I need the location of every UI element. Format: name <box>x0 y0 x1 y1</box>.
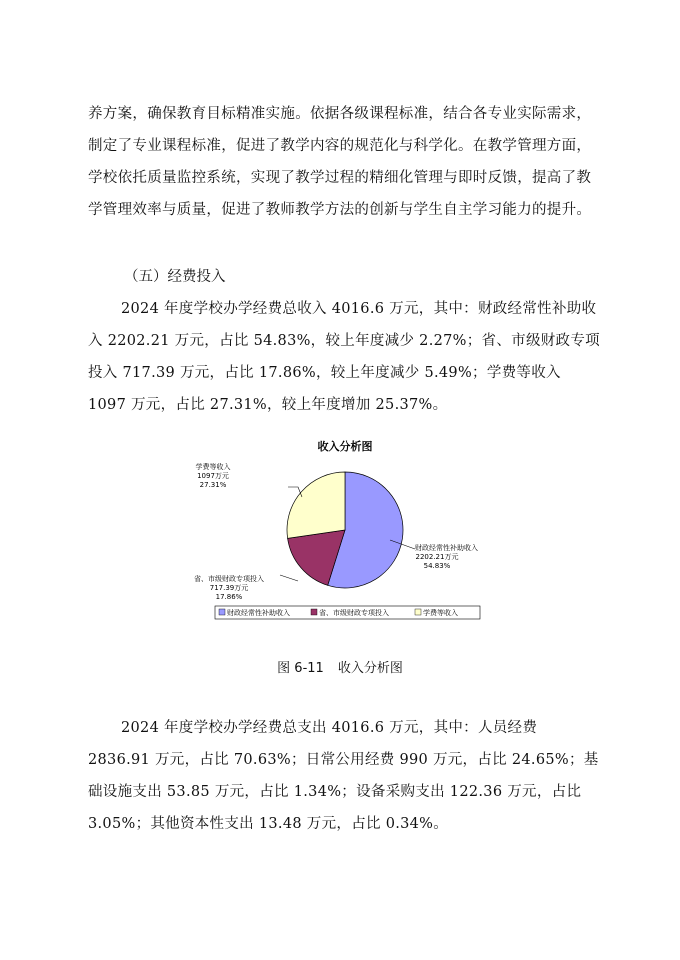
legend-swatch-3 <box>415 609 421 615</box>
section-heading: （五）经费投入 <box>124 269 226 285</box>
body-paragraph-3: 2024 年度学校办学经费总支出 4016.6 万元，其中：人员经费 2836.91 万元，占比 70.63%；日常公用经费 990 万元，占比 24.65%；基础设施支出 53.85 万元，占比 1.34%；设备采购支出 122.36 万元，占比 3.05%；其他资本性支出 13.48 万元，占比 0.34%。 <box>88 720 599 832</box>
slice-1-label-value: 2202.21万元 <box>415 553 459 561</box>
legend-label-1: 财政经常性补助收入 <box>227 609 290 617</box>
slice-3-label-name: 学费等收入 <box>195 463 231 471</box>
body-paragraph-2: 2024 年度学校办学经费总收入 4016.6 万元，其中：财政经常性补助收入 2202.21 万元，占比 54.83%，较上年度减少 2.27%；省、市级财政专项投入 717.39 万元，占比 17.86%，较上年度减少 5.49%；学费等收入 1097 万元，占比 27.31%，较上年度增加 25.37%。 <box>88 301 600 413</box>
legend-swatch-1 <box>219 609 225 615</box>
slice-3-label-percent: 27.31% <box>199 481 227 489</box>
slice-2-label-name: 省、市级财政专项投入 <box>194 575 264 583</box>
figure-caption <box>0 657 680 676</box>
leader-line-slice-2 <box>280 575 298 581</box>
legend-label-2: 省、市级财政专项投入 <box>319 609 389 617</box>
slice-3-label-value: 1097万元 <box>197 472 229 480</box>
legend-swatch-2 <box>311 609 317 615</box>
slice-2-label-percent: 17.86% <box>215 593 243 601</box>
slice-1-label-percent: 54.83% <box>423 562 451 570</box>
legend-label-3: 学费等收入 <box>423 609 458 617</box>
slice-1-label-name: 财政经常性补助收入 <box>415 544 478 552</box>
figure-number: 图 6-11 <box>277 661 324 676</box>
body-paragraph-1: 养方案，确保教育目标精准实施。依据各级课程标准，结合各专业实际需求，制定了专业课程标准，促进了教学内容的规范化与科学化。在教学管理方面，学校依托质量监控系统，实现了教学过程的精细化管理与即时反馈，提高了教学管理效率与质量，促进了教师教学方法的创新与学生自主学习能力的提升。 <box>88 106 592 218</box>
figure-title: 收入分析图 <box>337 661 403 676</box>
income-pie-chart <box>194 425 485 635</box>
pie-slice-3 <box>287 472 345 538</box>
slice-2-label-value: 717.39万元 <box>209 584 249 592</box>
chart-title: 收入分析图 <box>317 440 373 453</box>
